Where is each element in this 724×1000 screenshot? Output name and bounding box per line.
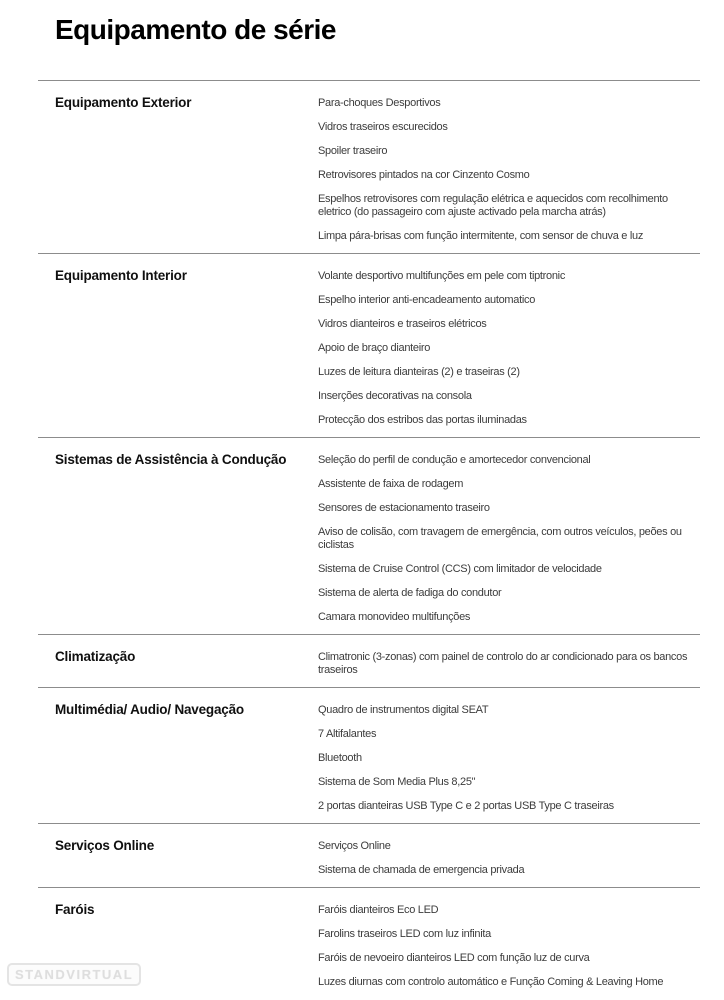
equipment-item: Sistema de Som Media Plus 8,25" — [318, 776, 476, 788]
equipment-item: Retrovisores pintados na cor Cinzento Cosmo — [318, 169, 530, 181]
equipment-item: Quadro de instrumentos digital SEAT — [318, 704, 489, 716]
equipment-item: Climatronic (3-zonas) com painel de controlo do ar condicionado para os bancos traseiros — [318, 651, 688, 676]
equipment-item: 7 Altifalantes — [318, 728, 377, 740]
equipment-item: 2 portas dianteiras USB Type C e 2 portas USB Type C traseiras — [318, 800, 614, 812]
equipment-item: Camara monovideo multifunções — [318, 611, 471, 623]
equipment-item: Sensores de estacionamento traseiro — [318, 502, 490, 514]
equipment-item: Apoio de braço dianteiro — [318, 342, 431, 354]
section-items — [318, 453, 700, 624]
equipment-item: Seleção do perfil de condução e amortecedor convencional — [318, 454, 591, 466]
equipment-item: Inserções decorativas na consola — [318, 390, 472, 402]
equipment-item: Espelho interior anti-encadeamento automatico — [318, 294, 536, 306]
equipment-item: Faróis de nevoeiro dianteiros LED com função luz de curva — [318, 952, 590, 964]
equipment-item: Bluetooth — [318, 752, 362, 764]
section-row-1 — [38, 254, 700, 438]
section-row-2 — [38, 438, 700, 635]
equipment-item: Luzes de leitura dianteiras (2) e traseiras (2) — [318, 366, 520, 378]
equipment-item: Assistente de faixa de rodagem — [318, 478, 464, 490]
section-items — [318, 269, 700, 427]
section-row-5 — [38, 824, 700, 888]
section-label: Faróis — [55, 902, 95, 917]
section-label: Equipamento Exterior — [55, 95, 192, 110]
page-title: Equipamento de série — [55, 14, 336, 45]
equipment-item: Serviços Online — [318, 840, 391, 852]
equipment-item: Spoiler traseiro — [318, 145, 388, 157]
section-row-0 — [38, 81, 700, 254]
equipment-item: Protecção dos estribos das portas iluminadas — [318, 414, 527, 426]
equipment-item: Aviso de colisão, com travagem de emergência, com outros veículos, peões ou ciclistas — [318, 526, 682, 551]
equipment-item: Vidros traseiros escurecidos — [318, 121, 448, 133]
section-items — [318, 703, 700, 813]
section-items — [318, 96, 700, 243]
equipment-table — [38, 81, 700, 999]
section-label: Serviços Online — [55, 838, 155, 853]
equipment-item: Volante desportivo multifunções em pele com tiptronic — [318, 270, 566, 282]
equipment-item: Farolins traseiros LED com luz infinita — [318, 928, 491, 940]
equipment-item: Limpa pára-brisas com função intermitente, com sensor de chuva e luz — [318, 230, 644, 242]
equipment-item: Espelhos retrovisores com regulação elétrica e aquecidos com recolhimento eletrico (do passageiro com ajuste activado pela marcha atrás) — [318, 193, 668, 218]
equipment-item: Sistema de alerta de fadiga do condutor — [318, 587, 502, 599]
equipment-item: Luzes diurnas com controlo automático e Função Coming & Leaving Home — [318, 976, 664, 988]
section-row-4 — [38, 688, 700, 824]
section-label: Climatização — [55, 649, 136, 664]
standvirtual-watermark-logo: STANDVIRTUAL — [7, 963, 141, 986]
equipment-item: Sistema de chamada de emergencia privada — [318, 864, 525, 876]
section-label: Multimédia/ Audio/ Navegação — [55, 702, 244, 717]
section-items — [318, 839, 700, 877]
equipment-item: Sistema de Cruise Control (CCS) com limitador de velocidade — [318, 563, 602, 575]
section-items — [318, 903, 700, 989]
equipment-item: Para-choques Desportivos — [318, 97, 441, 109]
section-label: Sistemas de Assistência à Condução — [55, 452, 287, 467]
equipment-item: Faróis dianteiros Eco LED — [318, 904, 439, 916]
section-items — [318, 650, 700, 677]
equipment-item: Vidros dianteiros e traseiros elétricos — [318, 318, 487, 330]
section-label: Equipamento Interior — [55, 268, 187, 283]
section-row-3 — [38, 635, 700, 688]
